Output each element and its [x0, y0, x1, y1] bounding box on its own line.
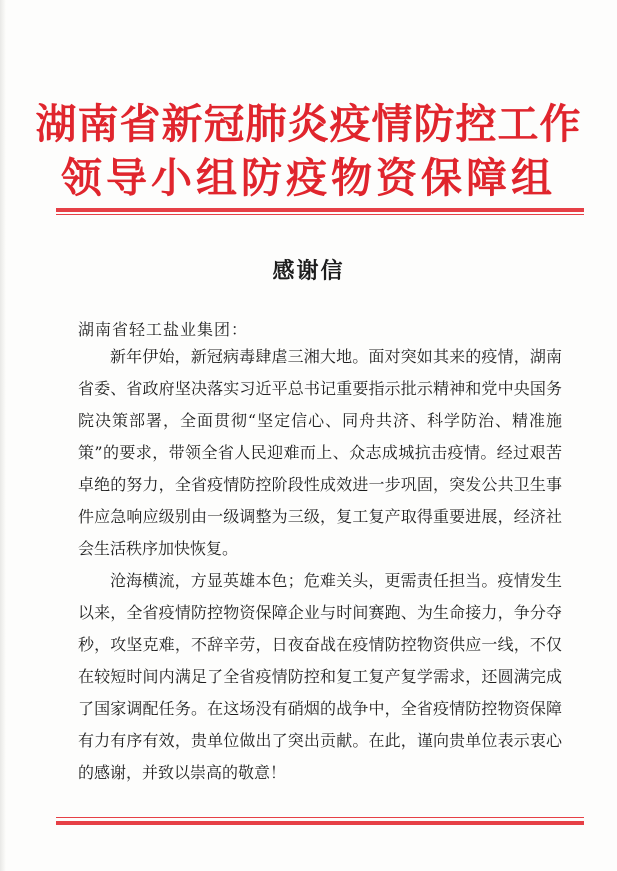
paragraph-text: 沧海横流，方显英雄本色；危难关头，更需责任担当。疫情发生以来，全省疫情防控物资保障企业与时间赛跑、为生命接力，争分夺秒，攻坚克难，不辞辛劳，日夜奋战在疫情防控物资供应一线，不仅在较短时间内满足了全省疫情防控和复工复产复学需求，还圆满完成了国家调配任务。在这场没有硝烟的战争中，全省疫情防控物资保障有力有序有效，贵单位做出了突出贡献。在此，谨向贵单位表示衷心的感谢，并致以崇高的敬意！: [78, 571, 562, 782]
paragraph-text: 新年伊始，新冠病毒肆虐三湘大地。面对突如其来的疫情，湖南省委、省政府坚决落实习近平总书记重要指示批示精神和党中央国务院决策部署，全面贯彻“坚定信心、同舟共济、科学防治、精准施策”的要求，带领全省人民迎难而上、众志成城抗击疫情。经过艰苦卓绝的努力，全省疫情防控阶段性成效进一步巩固，突发公共卫生事件应急响应级别由一级调整为三级，复工复产取得重要进展，经济社会生活秩序加快恢复。: [78, 347, 562, 558]
letterhead-line-1: 湖南省新冠肺炎疫情防控工作: [35, 100, 582, 148]
letter-paragraph-1: [78, 341, 562, 565]
footer-red-rule-thin: [56, 817, 584, 818]
letter-title: 感谢信: [272, 258, 345, 284]
header-red-rule-thin: [56, 214, 584, 215]
letter-paragraph-2: [78, 565, 562, 789]
header-red-rule-thick: [56, 208, 584, 212]
footer-red-rule-thick: [56, 821, 584, 825]
letter-addressee: 湖南省轻工盐业集团：: [78, 320, 249, 339]
letterhead-line-2: 领导小组防疫物资保障组: [61, 154, 556, 202]
